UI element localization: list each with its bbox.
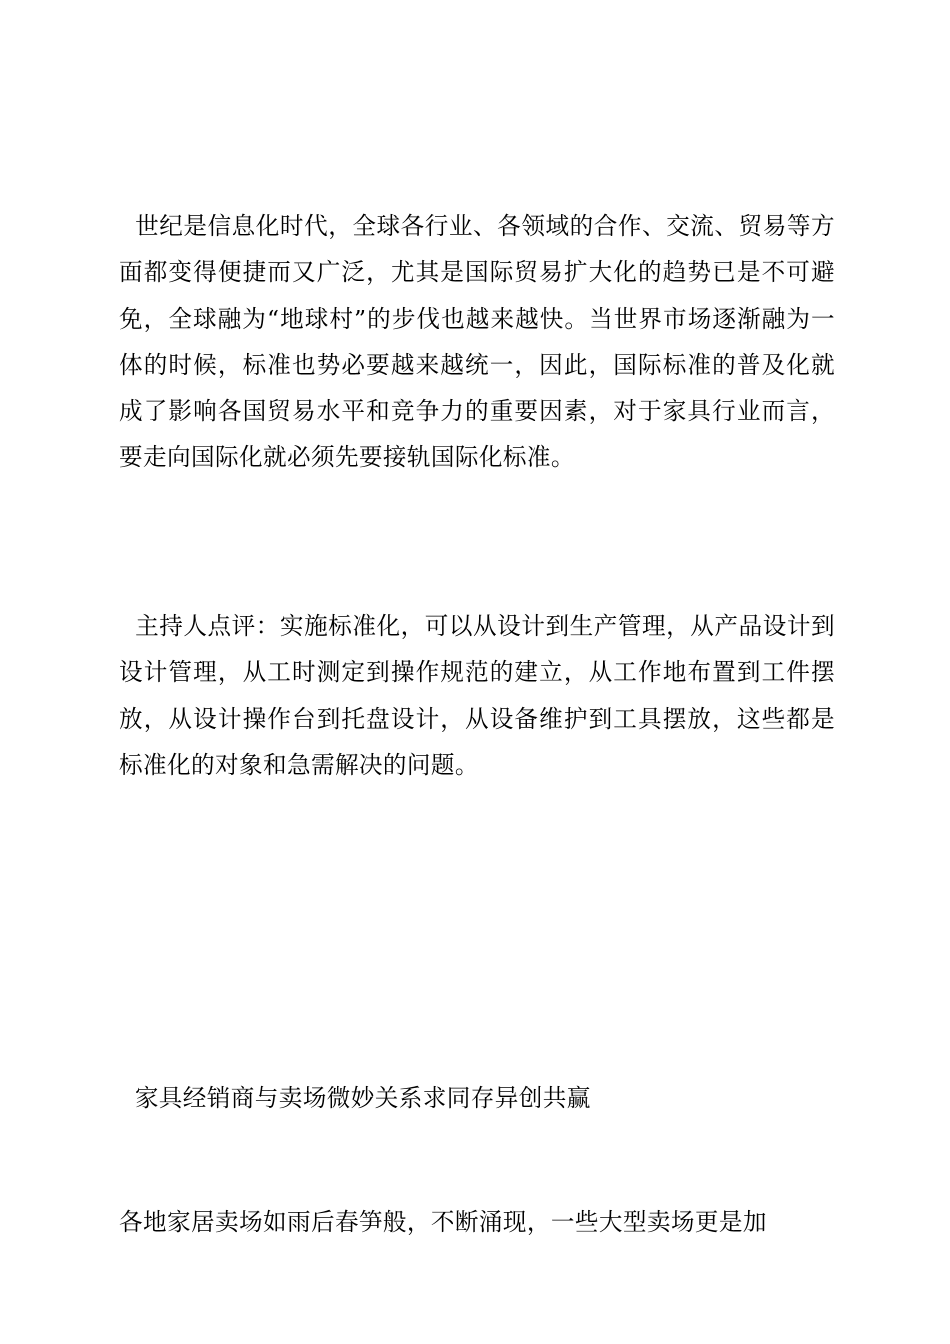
article-title: 家具经销商与卖场微妙关系求同存异创共赢 (119, 1084, 591, 1112)
host-comment-paragraph: 主持人点评：实施标准化，可以从设计到生产管理，从产品设计到设计管理，从工时测定到操作规范的建立，从工作地布置到工件摆放，从设计操作台到托盘设计，从设备维护到工具摆放，这些都是标准化的对象和急需解决的问题。 (119, 612, 835, 779)
article-body-paragraph: 各地家居卖场如雨后春笋般，不断涌现，一些大型卖场更是加 (119, 1208, 767, 1236)
body-paragraph: 世纪是信息化时代，全球各行业、各领域的合作、交流、贸易等方面都变得便捷而又广泛，尤其是国际贸易扩大化的趋势已是不可避免，全球融为“地球村”的步伐也越来越快。当世界市场逐渐融为一体的时候，标准也势必要越来越统一，因此，国际标准的普及化就成了影响各国贸易水平和竞争力的重要因素，对于家具行业而言，要走向国际化就必须先要接轨国际化标准。 (119, 212, 835, 472)
